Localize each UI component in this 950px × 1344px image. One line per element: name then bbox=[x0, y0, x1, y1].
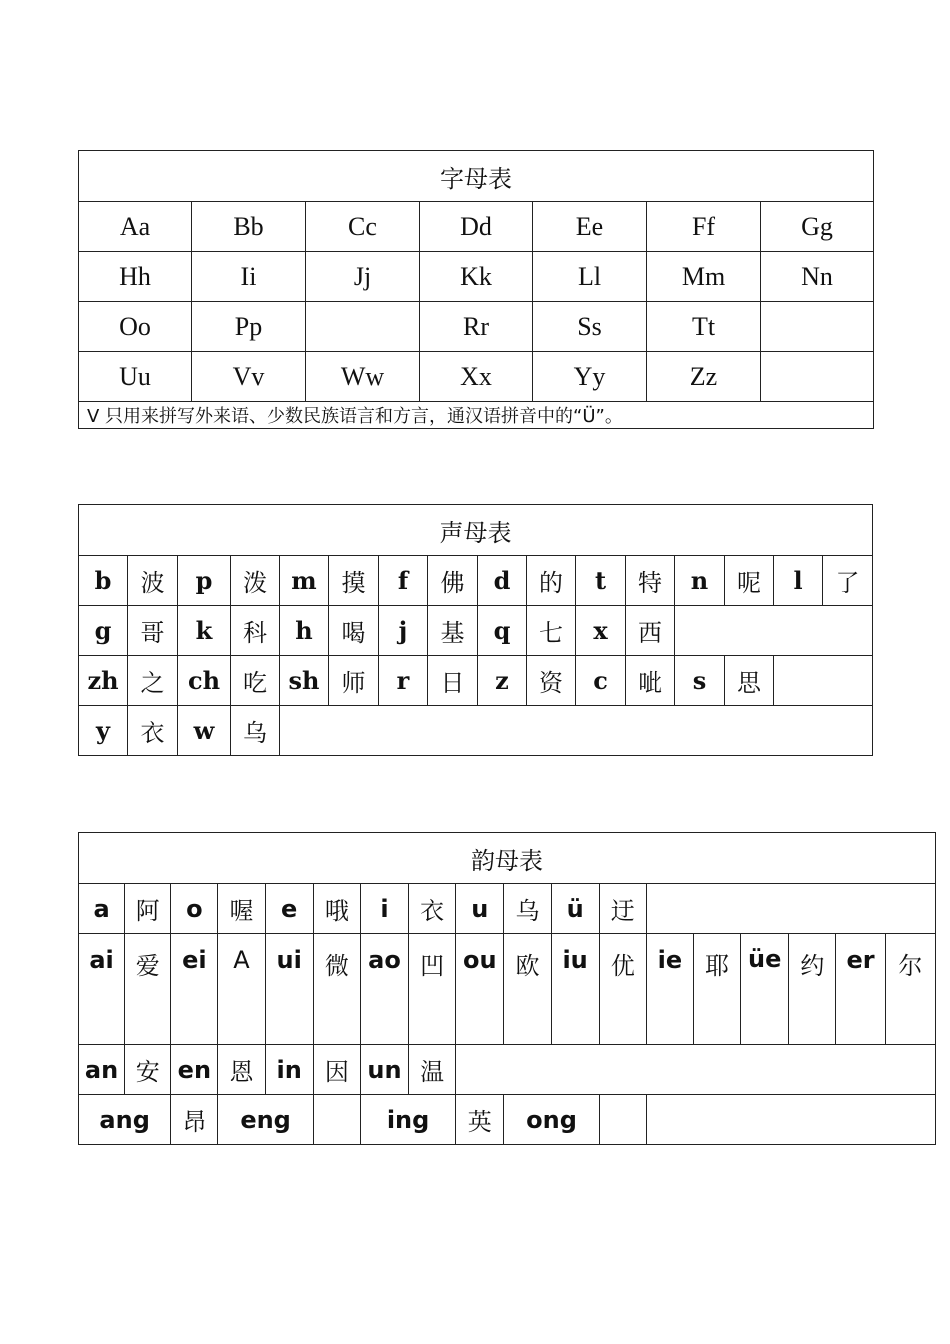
empty-cell bbox=[675, 606, 873, 656]
letter-cell: Ii bbox=[192, 252, 306, 302]
hanzi-cell-empty bbox=[313, 1095, 360, 1145]
pinyin-cell: iu bbox=[551, 934, 599, 1045]
alphabet-row bbox=[79, 352, 874, 402]
hanzi-cell: 喝 bbox=[329, 606, 379, 656]
hanzi-cell: 七 bbox=[527, 606, 576, 656]
hanzi-cell: 恩 bbox=[218, 1045, 265, 1095]
hanzi-cell: 特 bbox=[626, 556, 675, 606]
pinyin-cell: o bbox=[171, 884, 218, 934]
pinyin-cell: y bbox=[79, 706, 128, 756]
hanzi-cell: 英 bbox=[456, 1095, 504, 1145]
letter-cell: Vv bbox=[192, 352, 306, 402]
hanzi-cell: 欧 bbox=[504, 934, 551, 1045]
letter-cell: Yy bbox=[533, 352, 647, 402]
hanzi-cell: 的 bbox=[527, 556, 576, 606]
letter-cell: Ss bbox=[533, 302, 647, 352]
hanzi-cell: 佛 bbox=[428, 556, 478, 606]
letter-cell: Tt bbox=[647, 302, 761, 352]
letter-cell: Uu bbox=[79, 352, 192, 402]
pinyin-cell: ui bbox=[265, 934, 313, 1045]
pinyin-cell: g bbox=[79, 606, 128, 656]
hanzi-cell-empty bbox=[599, 1095, 646, 1145]
alphabet-title: 字母表 bbox=[79, 151, 874, 202]
hanzi-cell: 温 bbox=[409, 1045, 456, 1095]
hanzi-cell: 衣 bbox=[409, 884, 456, 934]
pinyin-cell: c bbox=[576, 656, 626, 706]
pinyin-cell: un bbox=[360, 1045, 408, 1095]
hanzi-cell: 波 bbox=[128, 556, 178, 606]
pinyin-cell: en bbox=[171, 1045, 218, 1095]
letter-cell: Rr bbox=[420, 302, 533, 352]
pinyin-cell: ong bbox=[504, 1095, 599, 1145]
hanzi-cell: 了 bbox=[823, 556, 873, 606]
pinyin-cell: ao bbox=[360, 934, 408, 1045]
hanzi-cell: 约 bbox=[789, 934, 836, 1045]
hanzi-cell: 哦 bbox=[313, 884, 360, 934]
letter-cell: Bb bbox=[192, 202, 306, 252]
pinyin-cell: ei bbox=[171, 934, 218, 1045]
letter-cell: Pp bbox=[192, 302, 306, 352]
pinyin-cell: p bbox=[178, 556, 231, 606]
hanzi-cell: 吃 bbox=[231, 656, 280, 706]
letter-cell-empty bbox=[761, 302, 874, 352]
hanzi-cell: 昂 bbox=[171, 1095, 218, 1145]
hanzi-cell: 衣 bbox=[128, 706, 178, 756]
letter-cell: Xx bbox=[420, 352, 533, 402]
pinyin-cell: b bbox=[79, 556, 128, 606]
letter-cell: Dd bbox=[420, 202, 533, 252]
pinyin-cell: u bbox=[456, 884, 504, 934]
empty-cell bbox=[646, 884, 935, 934]
pinyin-cell: in bbox=[265, 1045, 313, 1095]
pinyin-cell: ou bbox=[456, 934, 504, 1045]
finals-table bbox=[78, 832, 936, 1145]
pinyin-cell: h bbox=[280, 606, 329, 656]
hanzi-cell: 呲 bbox=[626, 656, 675, 706]
empty-cell bbox=[280, 706, 873, 756]
pinyin-cell: ang bbox=[79, 1095, 171, 1145]
letter-cell: Ww bbox=[306, 352, 420, 402]
hanzi-cell: A bbox=[218, 934, 265, 1045]
hanzi-cell: 优 bbox=[599, 934, 646, 1045]
hanzi-cell: 资 bbox=[527, 656, 576, 706]
hanzi-cell: 西 bbox=[626, 606, 675, 656]
empty-cell bbox=[774, 656, 873, 706]
hanzi-cell: 爱 bbox=[125, 934, 171, 1045]
letter-cell: Kk bbox=[420, 252, 533, 302]
pinyin-cell: a bbox=[79, 884, 125, 934]
hanzi-cell: 摸 bbox=[329, 556, 379, 606]
pinyin-cell: eng bbox=[218, 1095, 313, 1145]
initials-row bbox=[79, 706, 873, 756]
hanzi-cell: 耶 bbox=[694, 934, 741, 1045]
letter-cell: Aa bbox=[79, 202, 192, 252]
letter-cell: Nn bbox=[761, 252, 874, 302]
pinyin-cell: n bbox=[675, 556, 725, 606]
letter-cell: Ff bbox=[647, 202, 761, 252]
pinyin-cell: r bbox=[379, 656, 428, 706]
finals-row bbox=[79, 934, 936, 1045]
hanzi-cell: 乌 bbox=[504, 884, 551, 934]
pinyin-cell: x bbox=[576, 606, 626, 656]
letter-cell: Cc bbox=[306, 202, 420, 252]
pinyin-cell: j bbox=[379, 606, 428, 656]
pinyin-cell: er bbox=[836, 934, 885, 1045]
hanzi-cell: 凹 bbox=[409, 934, 456, 1045]
pinyin-cell: an bbox=[79, 1045, 125, 1095]
hanzi-cell: 喔 bbox=[218, 884, 265, 934]
letter-cell: Ee bbox=[533, 202, 647, 252]
letter-cell: Mm bbox=[647, 252, 761, 302]
pinyin-cell: f bbox=[379, 556, 428, 606]
letter-cell: Zz bbox=[647, 352, 761, 402]
hanzi-cell: 日 bbox=[428, 656, 478, 706]
hanzi-cell: 阿 bbox=[125, 884, 171, 934]
pinyin-cell: d bbox=[478, 556, 527, 606]
alphabet-row bbox=[79, 302, 874, 352]
hanzi-cell: 尔 bbox=[885, 934, 935, 1045]
letter-cell: Ll bbox=[533, 252, 647, 302]
hanzi-cell: 呢 bbox=[725, 556, 774, 606]
empty-cell bbox=[456, 1045, 936, 1095]
pinyin-cell: ai bbox=[79, 934, 125, 1045]
initials-row bbox=[79, 556, 873, 606]
pinyin-cell: ch bbox=[178, 656, 231, 706]
pinyin-cell: q bbox=[478, 606, 527, 656]
letter-cell: Jj bbox=[306, 252, 420, 302]
hanzi-cell: 安 bbox=[125, 1045, 171, 1095]
alphabet-note: V 只用来拼写外来语、少数民族语言和方言，通汉语拼音中的“Ü”。 bbox=[79, 402, 874, 429]
alphabet-row bbox=[79, 252, 874, 302]
hanzi-cell: 因 bbox=[313, 1045, 360, 1095]
initials-table bbox=[78, 504, 873, 756]
pinyin-cell: sh bbox=[280, 656, 329, 706]
pinyin-cell: i bbox=[360, 884, 408, 934]
hanzi-cell: 科 bbox=[231, 606, 280, 656]
letter-cell-empty bbox=[761, 352, 874, 402]
hanzi-cell: 基 bbox=[428, 606, 478, 656]
letter-cell: Oo bbox=[79, 302, 192, 352]
hanzi-cell: 师 bbox=[329, 656, 379, 706]
finals-row bbox=[79, 1045, 936, 1095]
pinyin-cell: ing bbox=[360, 1095, 455, 1145]
hanzi-cell: 微 bbox=[313, 934, 360, 1045]
pinyin-cell-wrapped: üe bbox=[741, 934, 789, 1045]
alphabet-row bbox=[79, 202, 874, 252]
pinyin-cell: t bbox=[576, 556, 626, 606]
pinyin-cell: zh bbox=[79, 656, 128, 706]
hanzi-cell: 之 bbox=[128, 656, 178, 706]
initials-row bbox=[79, 606, 873, 656]
letter-cell: Gg bbox=[761, 202, 874, 252]
pinyin-cell: k bbox=[178, 606, 231, 656]
pinyin-cell: ie bbox=[646, 934, 693, 1045]
hanzi-cell: 哥 bbox=[128, 606, 178, 656]
finals-row bbox=[79, 1095, 936, 1145]
finals-title: 韵母表 bbox=[79, 833, 936, 884]
hanzi-cell: 迂 bbox=[599, 884, 646, 934]
letter-cell-empty bbox=[306, 302, 420, 352]
hanzi-cell: 思 bbox=[725, 656, 774, 706]
finals-row bbox=[79, 884, 936, 934]
letter-cell: Hh bbox=[79, 252, 192, 302]
pinyin-cell: ü bbox=[551, 884, 599, 934]
pinyin-cell: m bbox=[280, 556, 329, 606]
pinyin-cell: s bbox=[675, 656, 725, 706]
initials-title: 声母表 bbox=[79, 505, 873, 556]
alphabet-table bbox=[78, 150, 874, 429]
pinyin-cell: z bbox=[478, 656, 527, 706]
hanzi-cell: 乌 bbox=[231, 706, 280, 756]
initials-row bbox=[79, 656, 873, 706]
hanzi-cell: 泼 bbox=[231, 556, 280, 606]
pinyin-cell: l bbox=[774, 556, 823, 606]
pinyin-cell: w bbox=[178, 706, 231, 756]
pinyin-cell: e bbox=[265, 884, 313, 934]
empty-cell bbox=[646, 1095, 935, 1145]
